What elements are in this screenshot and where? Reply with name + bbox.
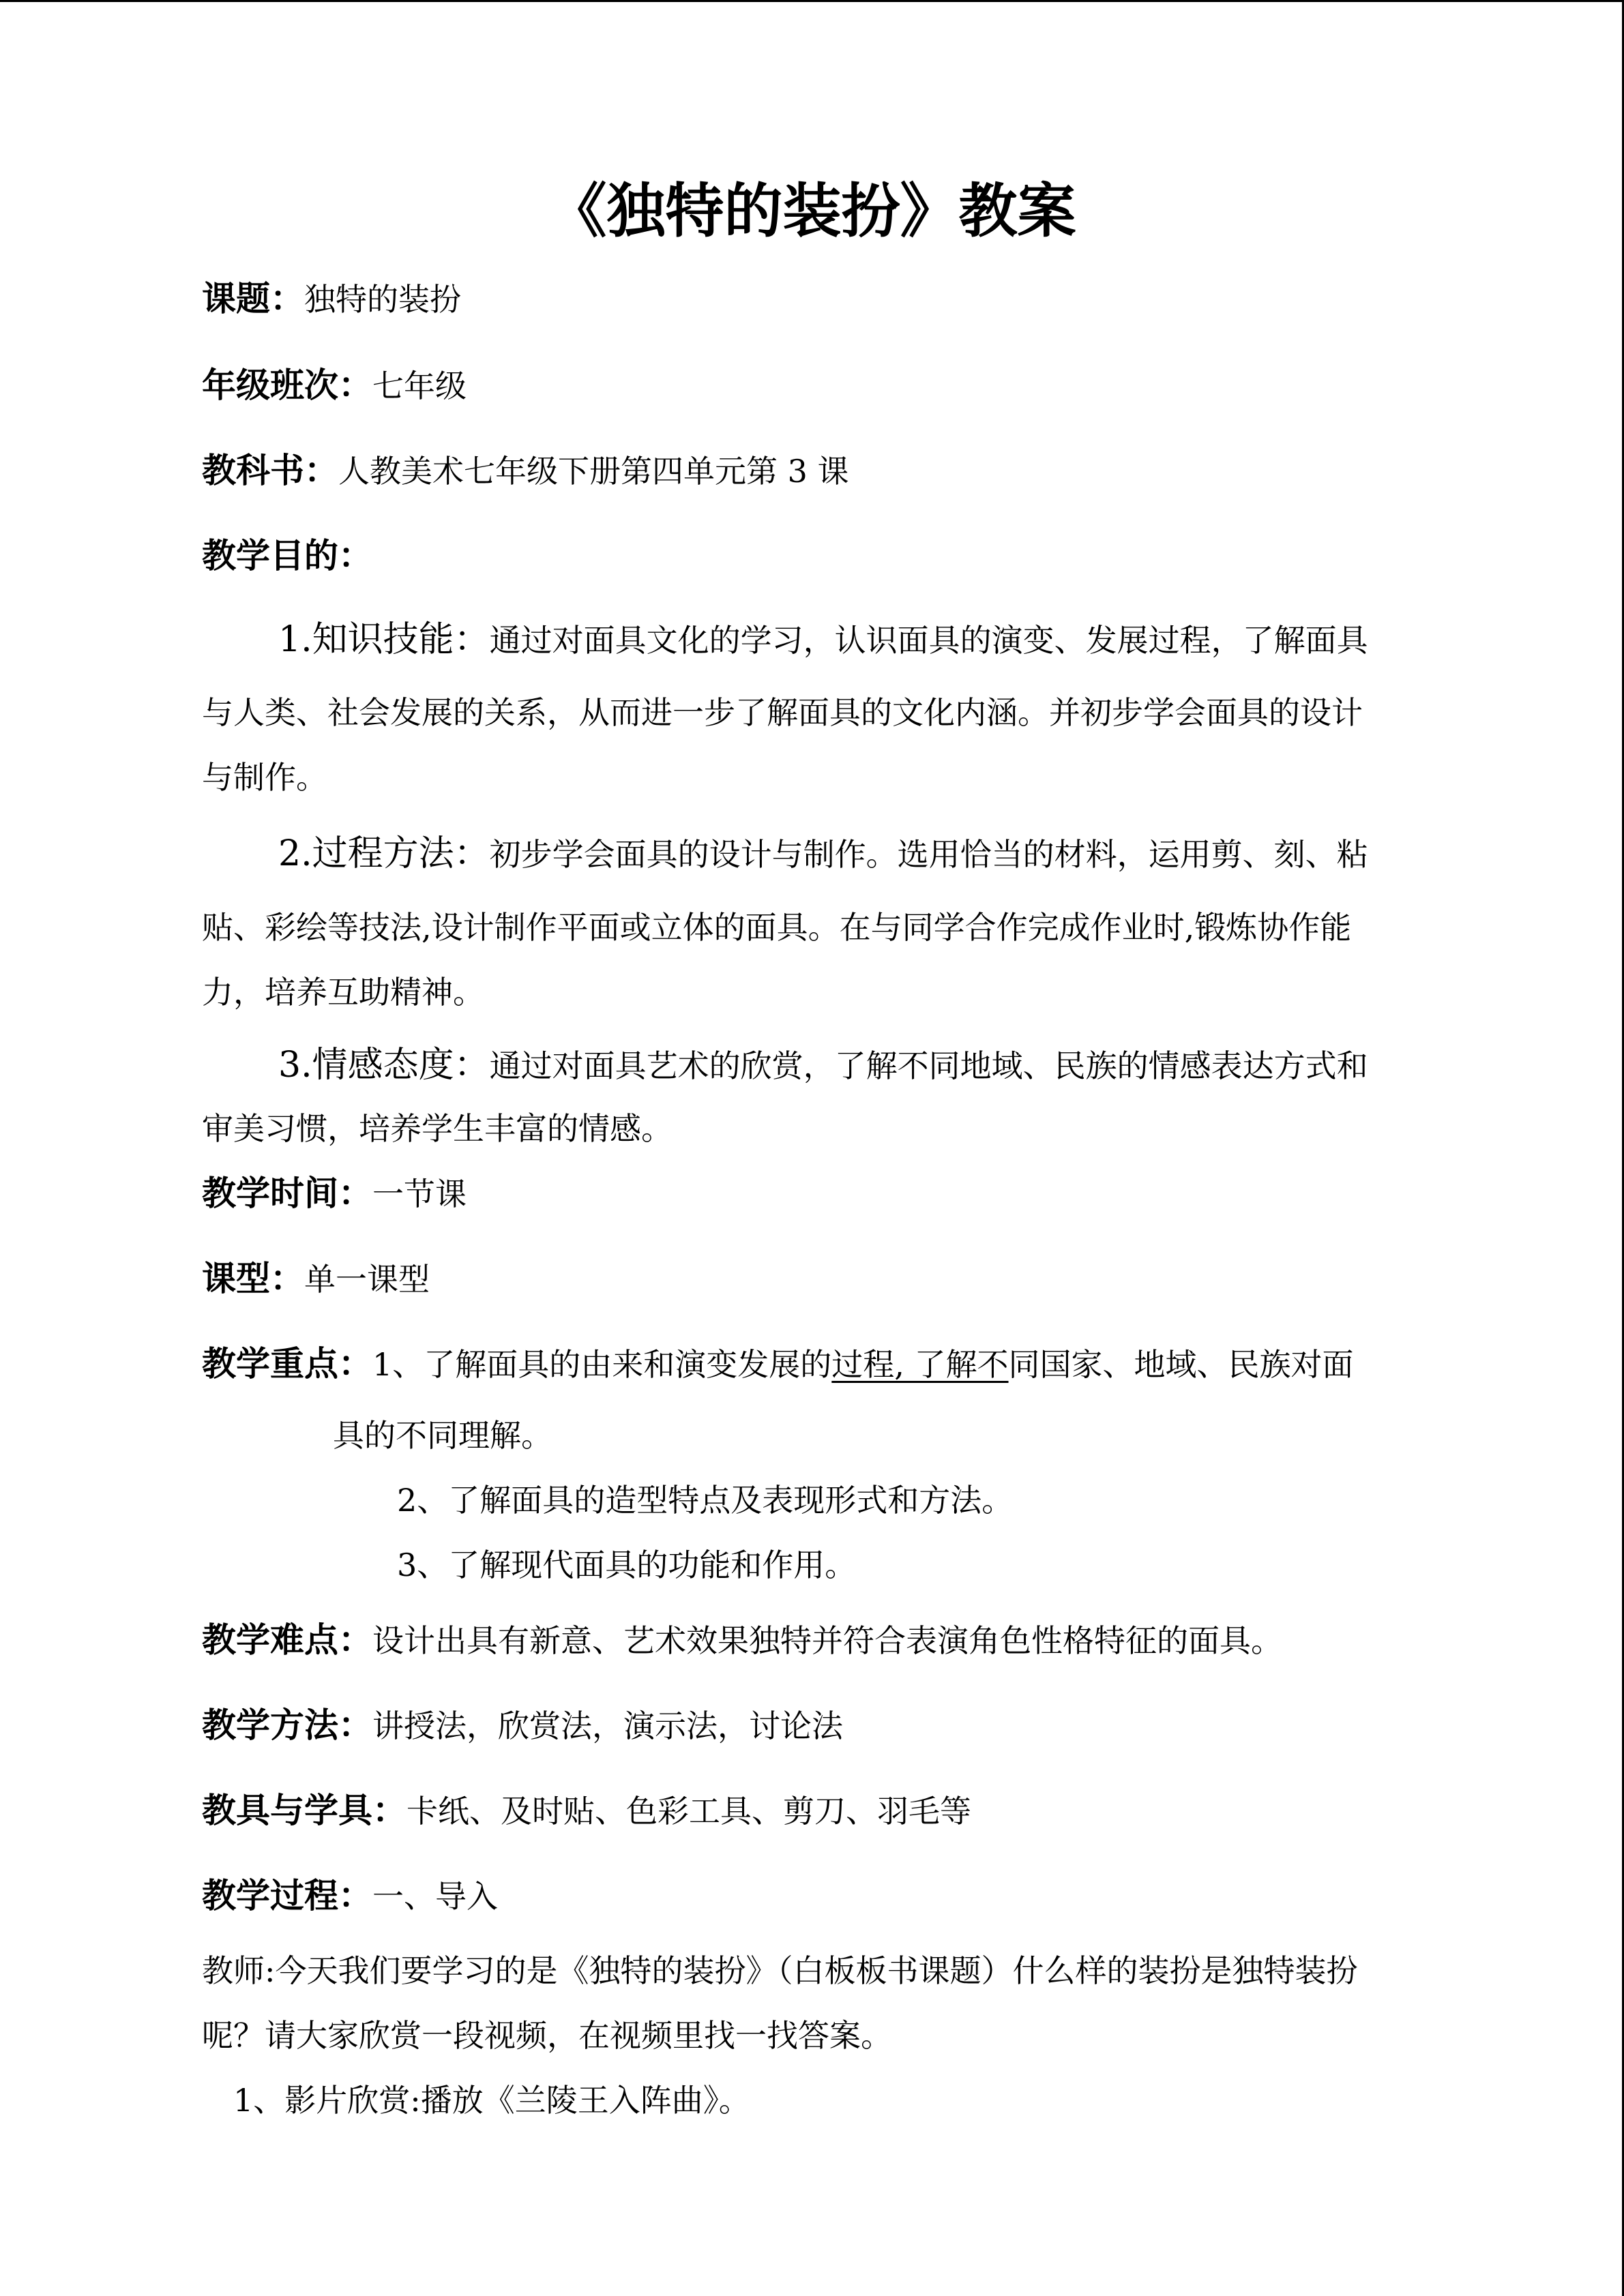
process-label: 教学过程： bbox=[202, 1876, 372, 1915]
time-label: 教学时间： bbox=[202, 1174, 372, 1213]
teacher-speech-line-1: 教师:今天我们要学习的是《独特的装扮》（白板板书课题）什么样的装扮是独特装扮 bbox=[202, 1952, 1358, 1989]
key-point-3: 3、了解现代面具的功能和作用。 bbox=[397, 1547, 857, 1583]
lesson-type-value: 单一课型 bbox=[304, 1261, 430, 1298]
objectives-label: 教学目的： bbox=[202, 536, 372, 576]
grade-label: 年级班次： bbox=[202, 366, 372, 405]
topic-label: 课题： bbox=[202, 279, 304, 318]
textbook-value: 人教美术七年级下册第四单元第 3 课 bbox=[338, 453, 849, 490]
grade-line bbox=[202, 365, 467, 406]
lesson-type-label: 课型： bbox=[202, 1259, 304, 1298]
textbook-line bbox=[202, 450, 849, 492]
objective-3-label: 3.情感态度： bbox=[278, 1045, 490, 1086]
objective-3-line-1 bbox=[278, 1045, 1368, 1086]
objective-1-line-1 bbox=[278, 619, 1368, 661]
key-point-1-continuation: 具的不同理解。 bbox=[333, 1417, 552, 1454]
methods-line bbox=[202, 1705, 843, 1746]
objective-2-line-3: 力，培养互助精神。 bbox=[202, 974, 484, 1011]
page-top-border bbox=[0, 0, 1624, 2]
objective-2-line-1 bbox=[278, 833, 1368, 875]
tools-line bbox=[202, 1790, 971, 1832]
key-point-2: 2、了解面具的造型特点及表现形式和方法。 bbox=[397, 1482, 1014, 1519]
methods-value: 讲授法，欣赏法，演示法，讨论法 bbox=[372, 1708, 843, 1744]
objective-3-line-2: 审美习惯，培养学生丰富的情感。 bbox=[202, 1110, 673, 1147]
process-item-1: 1、影片欣赏:播放《兰陵王入阵曲》。 bbox=[233, 2082, 750, 2119]
objective-1-text: 通过对面具文化的学习，认识面具的演变、发展过程，了解面具 bbox=[489, 622, 1368, 659]
difficulty-value: 设计出具有新意、艺术效果独特并符合表演角色性格特征的面具。 bbox=[372, 1622, 1282, 1659]
process-value: 一、导入 bbox=[372, 1878, 498, 1915]
key-point-1-text-end: 同国家、地域、民族对面 bbox=[1008, 1346, 1354, 1383]
objective-2-label: 2.过程方法： bbox=[278, 833, 490, 874]
objectives-heading bbox=[202, 535, 372, 577]
objective-2-text: 初步学会面具的设计与制作。选用恰当的材料，运用剪、刻、粘 bbox=[489, 836, 1368, 873]
methods-label: 教学方法： bbox=[202, 1705, 372, 1745]
objective-2-line-2: 贴、彩绘等技法,设计制作平面或立体的面具。在与同学合作完成作业时,锻炼协作能 bbox=[202, 909, 1352, 946]
topic-line bbox=[202, 278, 461, 320]
textbook-label: 教科书： bbox=[202, 451, 338, 490]
tools-value: 卡纸、及时贴、色彩工具、剪刀、羽毛等 bbox=[407, 1793, 971, 1830]
lesson-type-line bbox=[202, 1258, 430, 1300]
key-point-1-text: 1、了解面具的由来和演变发展的 bbox=[372, 1346, 832, 1383]
key-points-line-1 bbox=[202, 1343, 1354, 1385]
key-point-1-underlined: 过程, 了解不 bbox=[831, 1346, 1009, 1383]
difficulty-label: 教学难点： bbox=[202, 1620, 372, 1660]
grade-value: 七年级 bbox=[372, 368, 467, 404]
document-title: 《独特的装扮》教案 bbox=[548, 177, 1076, 245]
teacher-speech-line-2: 呢？请大家欣赏一段视频，在视频里找一找答案。 bbox=[202, 2017, 892, 2054]
objective-1-label: 1.知识技能： bbox=[278, 619, 490, 660]
objective-1-line-2: 与人类、社会发展的关系，从而进一步了解面具的文化内涵。并初步学会面具的设计 bbox=[202, 694, 1363, 731]
process-line bbox=[202, 1875, 498, 1917]
topic-value: 独特的装扮 bbox=[304, 281, 461, 318]
key-points-label: 教学重点： bbox=[202, 1344, 372, 1384]
objective-3-text: 通过对面具艺术的欣赏，了解不同地域、民族的情感表达方式和 bbox=[489, 1047, 1368, 1084]
time-line bbox=[202, 1173, 467, 1214]
tools-label: 教具与学具： bbox=[202, 1791, 407, 1830]
objective-1-line-3: 与制作。 bbox=[202, 759, 327, 796]
time-value: 一节课 bbox=[372, 1176, 467, 1212]
difficulty-line bbox=[202, 1620, 1282, 1661]
